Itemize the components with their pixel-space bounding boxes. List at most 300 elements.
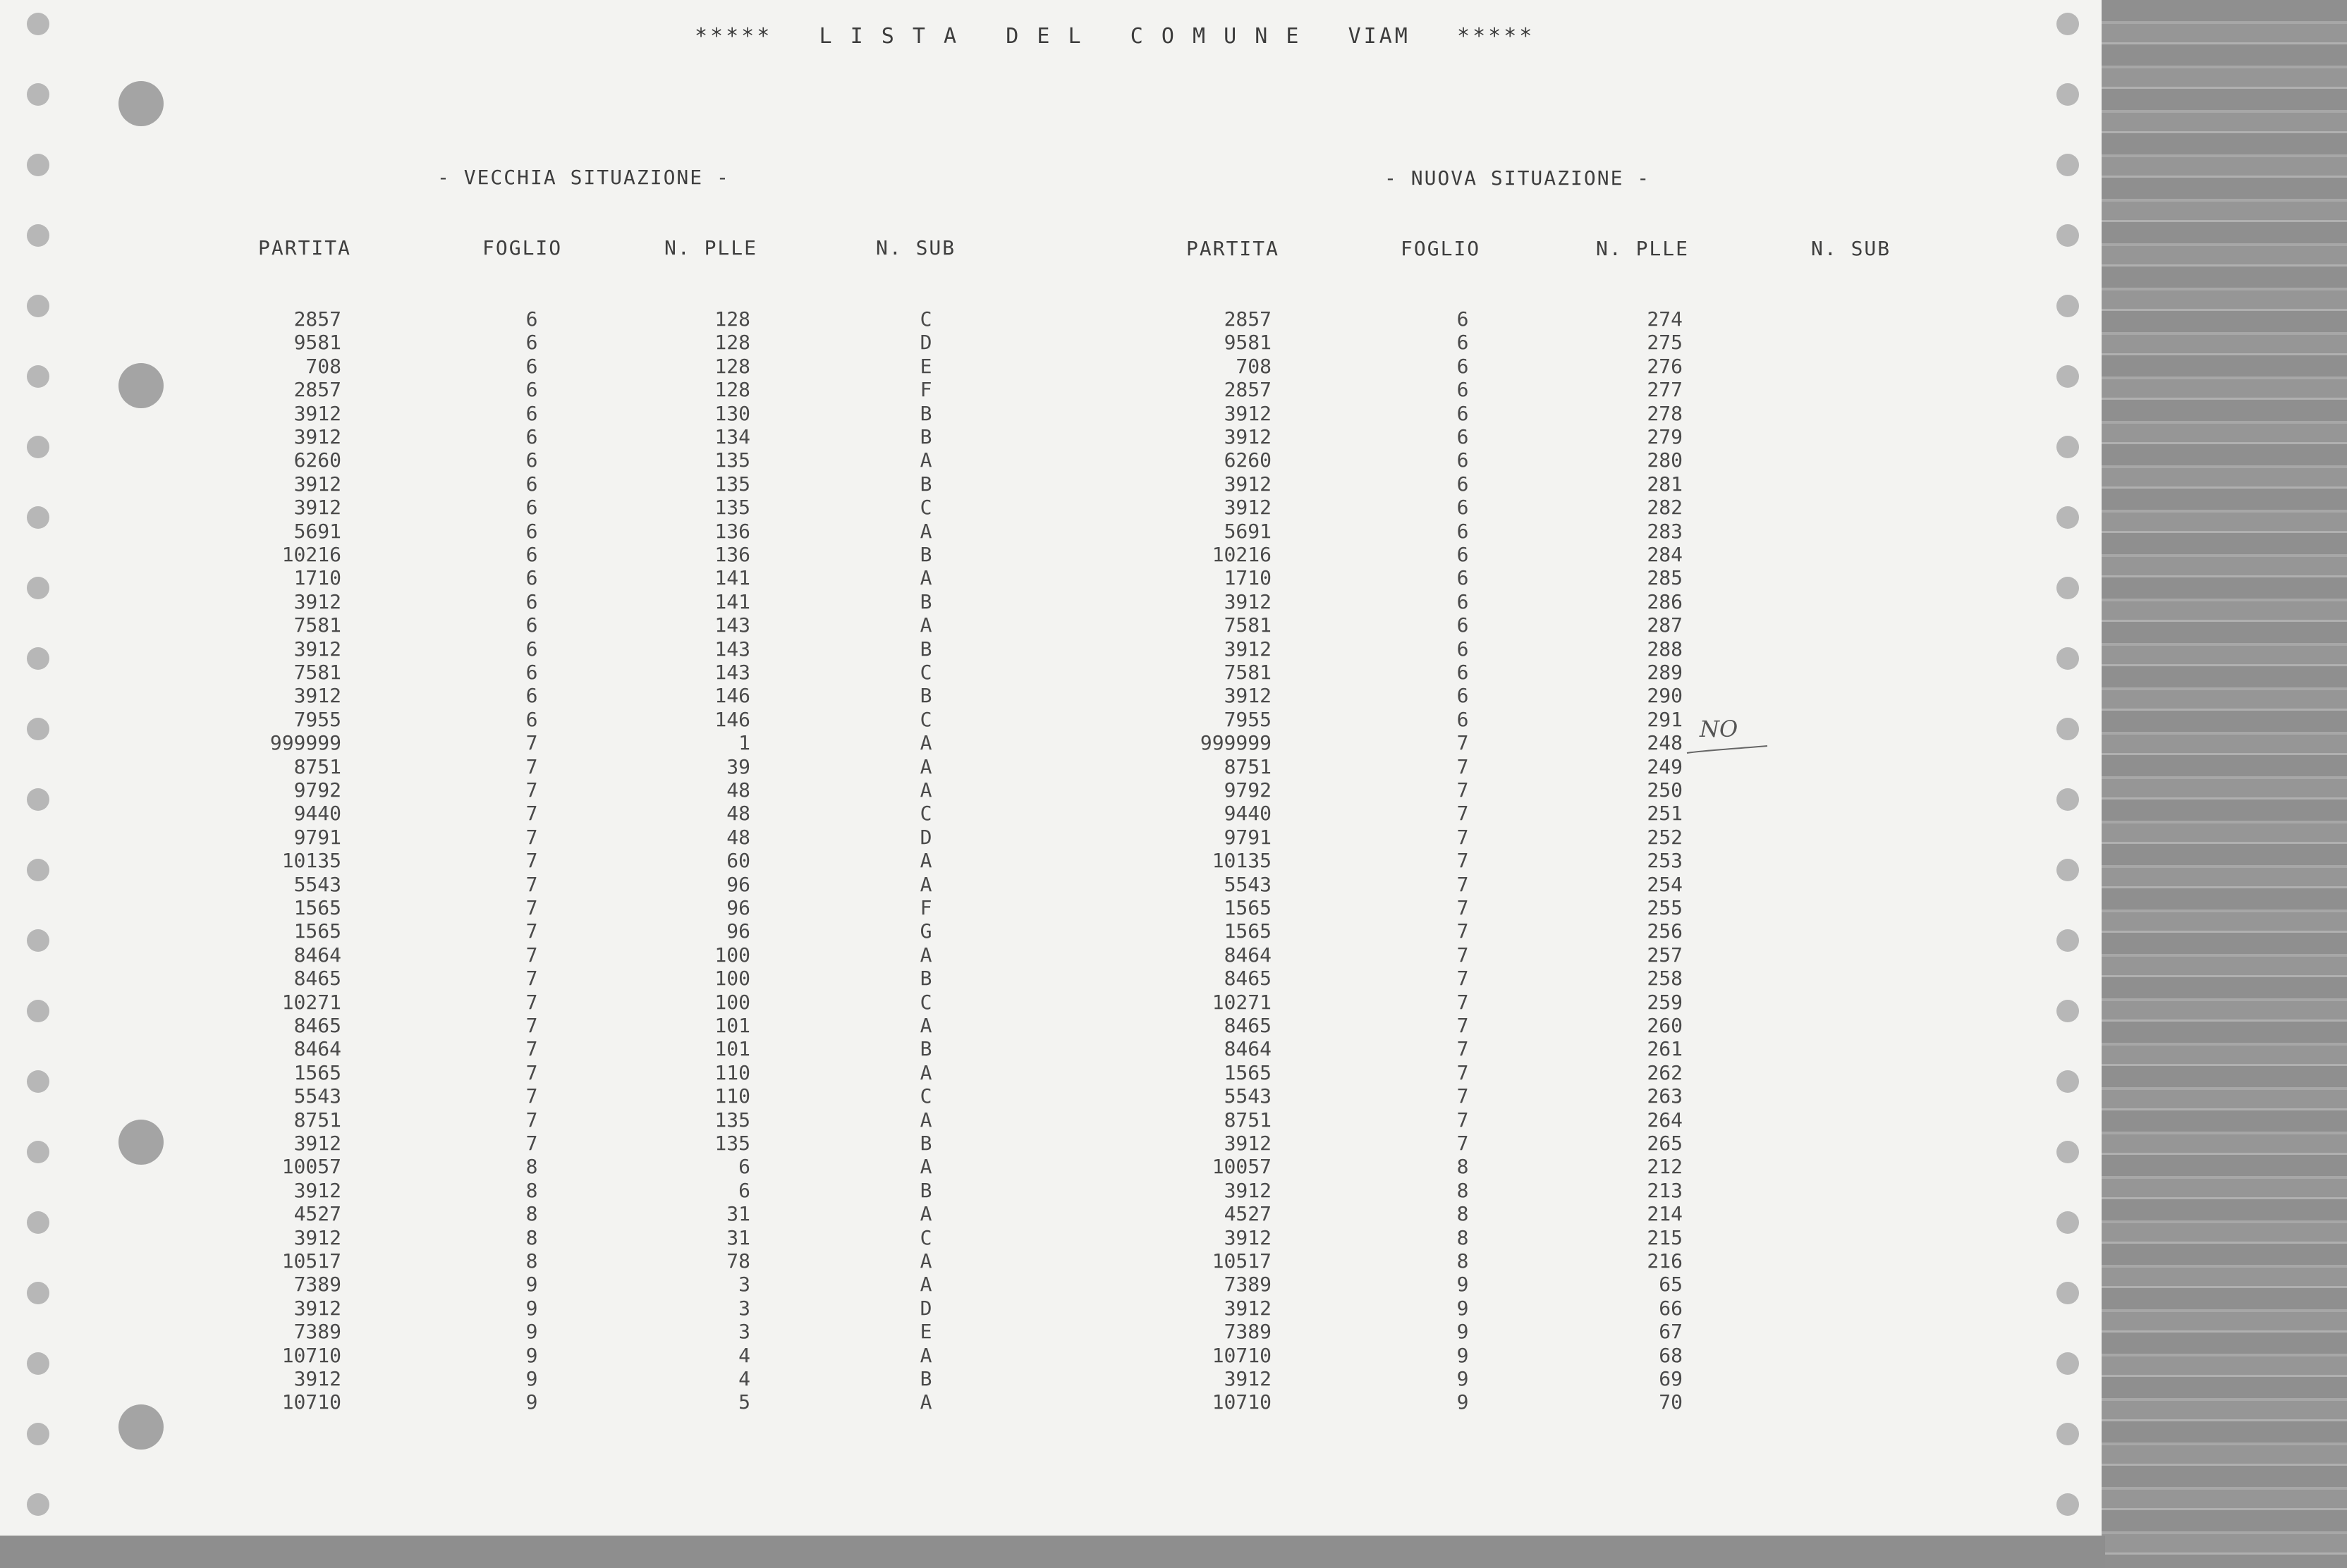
old-partita-cell: 10271 <box>281 990 341 1014</box>
new-plle-cell: 262 <box>1647 1060 1683 1084</box>
old-header-foglio: FOGLIO <box>482 236 563 259</box>
old-partita-cell: 3912 <box>293 1296 341 1320</box>
old-partita-cell: 3912 <box>293 496 341 520</box>
old-partita-cell: 8464 <box>293 943 341 967</box>
new-foglio-cell: 7 <box>1456 896 1469 919</box>
old-plle-cell: 135 <box>714 496 750 520</box>
table-row <box>0 307 2102 331</box>
old-foglio-cell: 6 <box>525 496 538 520</box>
new-partita-cell: 6260 <box>1224 448 1272 472</box>
new-partita-cell: 10057 <box>1212 1155 1272 1179</box>
old-plle-cell: 128 <box>714 378 750 402</box>
new-plle-cell: 67 <box>1659 1320 1683 1344</box>
new-plle-cell: 261 <box>1647 1037 1683 1061</box>
table-row <box>0 448 2102 472</box>
new-foglio-cell: 6 <box>1456 613 1469 637</box>
new-partita-cell: 708 <box>1236 354 1272 378</box>
new-partita-cell: 3912 <box>1224 1178 1272 1202</box>
new-plle-cell: 248 <box>1647 731 1683 755</box>
new-partita-cell: 10517 <box>1212 1249 1272 1273</box>
new-foglio-cell: 6 <box>1456 637 1469 661</box>
old-partita-cell: 8751 <box>293 754 341 778</box>
old-foglio-cell: 7 <box>525 802 538 826</box>
new-partita-cell: 3912 <box>1224 1132 1272 1155</box>
table-row <box>0 1202 2102 1225</box>
old-foglio-cell: 8 <box>525 1225 538 1249</box>
old-foglio-cell: 6 <box>525 543 538 566</box>
scanner-background <box>2102 0 2347 1568</box>
new-foglio-cell: 8 <box>1456 1178 1469 1202</box>
new-partita-cell: 3912 <box>1224 684 1272 708</box>
old-plle-cell: 6 <box>738 1155 750 1179</box>
old-foglio-cell: 9 <box>525 1296 538 1320</box>
old-foglio-cell: 9 <box>525 1343 538 1367</box>
old-foglio-cell: 7 <box>525 990 538 1014</box>
new-partita-cell: 3912 <box>1224 1367 1272 1390</box>
old-partita-cell: 5543 <box>293 1084 341 1108</box>
old-sub-cell: B <box>920 684 932 708</box>
old-plle-cell: 101 <box>714 1037 750 1061</box>
old-foglio-cell: 7 <box>525 872 538 896</box>
table-row <box>0 1132 2102 1155</box>
old-partita-cell: 3912 <box>293 472 341 496</box>
new-foglio-cell: 9 <box>1456 1320 1469 1344</box>
new-header-sub: N. SUB <box>1811 237 1891 260</box>
old-plle-cell: 110 <box>714 1084 750 1108</box>
table-row <box>0 1014 2102 1037</box>
old-partita-cell: 3912 <box>293 1367 341 1390</box>
old-plle-cell: 3 <box>738 1296 750 1320</box>
old-partita-cell: 3912 <box>293 1225 341 1249</box>
new-foglio-cell: 6 <box>1456 519 1469 543</box>
new-foglio-cell: 6 <box>1456 589 1469 613</box>
new-partita-cell: 1565 <box>1224 896 1272 919</box>
handwritten-underline <box>1685 740 1770 761</box>
table-row <box>0 708 2102 731</box>
table-row <box>0 943 2102 967</box>
new-partita-cell: 3912 <box>1224 589 1272 613</box>
old-plle-cell: 4 <box>738 1343 750 1367</box>
old-partita-cell: 999999 <box>269 731 341 755</box>
old-plle-cell: 146 <box>714 707 750 731</box>
old-sub-cell: A <box>920 613 932 637</box>
old-sub-cell: B <box>920 1132 932 1155</box>
new-partita-cell: 5543 <box>1224 1084 1272 1108</box>
new-plle-cell: 216 <box>1647 1249 1683 1273</box>
old-foglio-cell: 6 <box>525 401 538 425</box>
new-foglio-cell: 6 <box>1456 331 1469 355</box>
table-row <box>0 1249 2102 1273</box>
new-foglio-cell: 9 <box>1456 1273 1469 1297</box>
old-sub-cell: D <box>920 331 932 355</box>
old-sub-cell: F <box>920 378 932 402</box>
new-plle-cell: 254 <box>1647 872 1683 896</box>
table-row <box>0 613 2102 637</box>
old-foglio-cell: 7 <box>525 1084 538 1108</box>
old-partita-cell: 1565 <box>293 1060 341 1084</box>
old-foglio-cell: 7 <box>525 1037 538 1061</box>
old-plle-cell: 1 <box>738 731 750 755</box>
new-partita-cell: 7581 <box>1224 613 1272 637</box>
old-partita-cell: 10057 <box>281 1155 341 1179</box>
table-row <box>0 1320 2102 1343</box>
new-partita-cell: 3912 <box>1224 425 1272 448</box>
old-partita-cell: 3912 <box>293 1132 341 1155</box>
old-partita-cell: 2857 <box>293 307 341 331</box>
new-plle-cell: 253 <box>1647 849 1683 873</box>
new-plle-cell: 260 <box>1647 1014 1683 1037</box>
feed-hole <box>2056 154 2079 176</box>
old-sub-cell: C <box>920 496 932 520</box>
new-plle-cell: 259 <box>1647 990 1683 1014</box>
new-partita-cell: 10216 <box>1212 543 1272 566</box>
new-foglio-cell: 7 <box>1456 1060 1469 1084</box>
new-foglio-cell: 7 <box>1456 802 1469 826</box>
table-row <box>0 1084 2102 1108</box>
new-header-partita: PARTITA <box>1186 237 1280 260</box>
old-foglio-cell: 7 <box>525 896 538 919</box>
new-partita-cell: 10710 <box>1212 1390 1272 1414</box>
new-foglio-cell: 6 <box>1456 496 1469 520</box>
new-foglio-cell: 9 <box>1456 1343 1469 1367</box>
new-foglio-cell: 6 <box>1456 566 1469 590</box>
feed-hole <box>2056 1493 2079 1516</box>
feed-hole <box>2056 1423 2079 1445</box>
new-plle-cell: 275 <box>1647 331 1683 355</box>
new-plle-cell: 256 <box>1647 919 1683 943</box>
new-partita-cell: 4527 <box>1224 1202 1272 1226</box>
feed-hole <box>27 83 49 106</box>
old-partita-cell: 1565 <box>293 919 341 943</box>
new-plle-cell: 282 <box>1647 496 1683 520</box>
new-partita-cell: 9581 <box>1224 331 1272 355</box>
old-partita-cell: 8464 <box>293 1037 341 1061</box>
new-partita-cell: 2857 <box>1224 307 1272 331</box>
old-sub-cell: A <box>920 1273 932 1297</box>
new-foglio-cell: 9 <box>1456 1367 1469 1390</box>
old-partita-cell: 3912 <box>293 589 341 613</box>
new-plle-cell: 276 <box>1647 354 1683 378</box>
old-partita-cell: 5543 <box>293 872 341 896</box>
table-row <box>0 378 2102 401</box>
old-sub-cell: C <box>920 802 932 826</box>
table-row <box>0 896 2102 919</box>
old-partita-cell: 10710 <box>281 1390 341 1414</box>
old-foglio-cell: 7 <box>525 943 538 967</box>
new-plle-cell: 213 <box>1647 1178 1683 1202</box>
old-plle-cell: 128 <box>714 354 750 378</box>
old-sub-cell: D <box>920 825 932 849</box>
old-plle-cell: 135 <box>714 1108 750 1132</box>
new-partita-cell: 8464 <box>1224 1037 1272 1061</box>
old-plle-cell: 78 <box>726 1249 750 1273</box>
new-foglio-cell: 6 <box>1456 684 1469 708</box>
old-foglio-cell: 9 <box>525 1367 538 1390</box>
scanner-bottom-edge <box>0 1536 2105 1568</box>
new-foglio-cell: 7 <box>1456 1132 1469 1155</box>
old-plle-cell: 6 <box>738 1178 750 1202</box>
feed-hole <box>27 154 49 176</box>
old-foglio-cell: 6 <box>525 684 538 708</box>
old-partita-cell: 3912 <box>293 1178 341 1202</box>
new-foglio-cell: 6 <box>1456 472 1469 496</box>
table-row <box>0 1037 2102 1060</box>
old-foglio-cell: 6 <box>525 707 538 731</box>
old-partita-cell: 9581 <box>293 331 341 355</box>
new-plle-cell: 291 <box>1647 707 1683 731</box>
old-partita-cell: 8465 <box>293 1014 341 1037</box>
new-plle-cell: 68 <box>1659 1343 1683 1367</box>
new-plle-cell: 283 <box>1647 519 1683 543</box>
old-plle-cell: 135 <box>714 472 750 496</box>
new-partita-cell: 3912 <box>1224 637 1272 661</box>
new-foglio-cell: 6 <box>1456 661 1469 684</box>
old-foglio-cell: 9 <box>525 1320 538 1344</box>
new-plle-cell: 66 <box>1659 1296 1683 1320</box>
new-partita-cell: 3912 <box>1224 472 1272 496</box>
old-sub-cell: A <box>920 1249 932 1273</box>
old-plle-cell: 101 <box>714 1014 750 1037</box>
table-row <box>0 1273 2102 1296</box>
new-foglio-cell: 6 <box>1456 543 1469 566</box>
old-foglio-cell: 7 <box>525 1132 538 1155</box>
old-foglio-cell: 6 <box>525 637 538 661</box>
old-foglio-cell: 8 <box>525 1202 538 1226</box>
new-partita-cell: 1565 <box>1224 919 1272 943</box>
new-plle-cell: 285 <box>1647 566 1683 590</box>
table-row <box>0 1155 2102 1178</box>
new-plle-cell: 215 <box>1647 1225 1683 1249</box>
new-partita-cell: 9792 <box>1224 778 1272 802</box>
old-foglio-cell: 7 <box>525 731 538 755</box>
old-sub-cell: B <box>920 967 932 991</box>
new-plle-cell: 280 <box>1647 448 1683 472</box>
new-plle-cell: 65 <box>1659 1273 1683 1297</box>
new-partita-cell: 3912 <box>1224 1296 1272 1320</box>
new-foglio-cell: 7 <box>1456 1014 1469 1037</box>
new-plle-cell: 288 <box>1647 637 1683 661</box>
old-foglio-cell: 6 <box>525 307 538 331</box>
old-sub-cell: C <box>920 1225 932 1249</box>
new-partita-cell: 7389 <box>1224 1320 1272 1344</box>
table-row <box>0 1390 2102 1414</box>
old-sub-cell: C <box>920 990 932 1014</box>
old-foglio-cell: 6 <box>525 378 538 402</box>
old-foglio-cell: 9 <box>525 1273 538 1297</box>
new-plle-cell: 286 <box>1647 589 1683 613</box>
old-plle-cell: 143 <box>714 613 750 637</box>
old-sub-cell: B <box>920 589 932 613</box>
feed-hole <box>27 224 49 247</box>
old-sub-cell: B <box>920 1178 932 1202</box>
table-row <box>0 1367 2102 1390</box>
table-row <box>0 566 2102 589</box>
old-plle-cell: 31 <box>726 1202 750 1226</box>
new-plle-cell: 290 <box>1647 684 1683 708</box>
old-foglio-cell: 7 <box>525 825 538 849</box>
old-partita-cell: 6260 <box>293 448 341 472</box>
new-plle-cell: 251 <box>1647 802 1683 826</box>
table-row <box>0 778 2102 802</box>
old-partita-cell: 9791 <box>293 825 341 849</box>
new-foglio-cell: 7 <box>1456 849 1469 873</box>
new-header-foglio: FOGLIO <box>1401 237 1481 260</box>
table-row <box>0 637 2102 661</box>
old-plle-cell: 48 <box>726 802 750 826</box>
old-sub-cell: B <box>920 543 932 566</box>
feed-hole <box>27 1493 49 1516</box>
new-foglio-cell: 6 <box>1456 707 1469 731</box>
old-sub-cell: A <box>920 1060 932 1084</box>
new-foglio-cell: 9 <box>1456 1296 1469 1320</box>
old-foglio-cell: 6 <box>525 354 538 378</box>
old-plle-cell: 100 <box>714 990 750 1014</box>
new-partita-cell: 10271 <box>1212 990 1272 1014</box>
old-plle-cell: 110 <box>714 1060 750 1084</box>
old-sub-cell: B <box>920 637 932 661</box>
new-plle-cell: 284 <box>1647 543 1683 566</box>
old-foglio-cell: 7 <box>525 1014 538 1037</box>
old-sub-cell: A <box>920 849 932 873</box>
new-foglio-cell: 7 <box>1456 778 1469 802</box>
old-foglio-cell: 7 <box>525 919 538 943</box>
old-foglio-cell: 8 <box>525 1155 538 1179</box>
new-partita-cell: 5691 <box>1224 519 1272 543</box>
old-foglio-cell: 7 <box>525 1060 538 1084</box>
old-plle-cell: 48 <box>726 778 750 802</box>
old-sub-cell: B <box>920 472 932 496</box>
old-plle-cell: 4 <box>738 1367 750 1390</box>
old-partita-cell: 5691 <box>293 519 341 543</box>
old-sub-cell: C <box>920 661 932 684</box>
new-header-plle: N. PLLE <box>1596 237 1690 260</box>
old-plle-cell: 60 <box>726 849 750 873</box>
old-foglio-cell: 7 <box>525 849 538 873</box>
new-foglio-cell: 7 <box>1456 919 1469 943</box>
old-partita-cell: 7581 <box>293 661 341 684</box>
table-row <box>0 967 2102 990</box>
old-foglio-cell: 6 <box>525 566 538 590</box>
old-foglio-cell: 7 <box>525 754 538 778</box>
feed-hole <box>2056 83 2079 106</box>
new-section-title: - NUOVA SITUAZIONE - <box>1384 166 1651 190</box>
new-partita-cell: 7955 <box>1224 707 1272 731</box>
feed-hole <box>27 1423 49 1445</box>
old-sub-cell: A <box>920 754 932 778</box>
old-sub-cell: E <box>920 354 932 378</box>
old-partita-cell: 8465 <box>293 967 341 991</box>
old-sub-cell: C <box>920 1084 932 1108</box>
old-foglio-cell: 6 <box>525 613 538 637</box>
new-foglio-cell: 7 <box>1456 754 1469 778</box>
new-plle-cell: 70 <box>1659 1390 1683 1414</box>
new-plle-cell: 249 <box>1647 754 1683 778</box>
old-header-plle: N. PLLE <box>664 236 758 259</box>
table-row <box>0 731 2102 754</box>
old-sub-cell: B <box>920 1037 932 1061</box>
new-plle-cell: 274 <box>1647 307 1683 331</box>
old-sub-cell: B <box>920 425 932 448</box>
old-sub-cell: A <box>920 943 932 967</box>
old-plle-cell: 5 <box>738 1390 750 1414</box>
new-plle-cell: 257 <box>1647 943 1683 967</box>
old-foglio-cell: 9 <box>525 1390 538 1414</box>
new-foglio-cell: 7 <box>1456 1037 1469 1061</box>
old-foglio-cell: 6 <box>525 589 538 613</box>
old-sub-cell: B <box>920 1367 932 1390</box>
new-foglio-cell: 7 <box>1456 731 1469 755</box>
old-sub-cell: A <box>920 1108 932 1132</box>
table-row <box>0 849 2102 872</box>
old-foglio-cell: 6 <box>525 448 538 472</box>
old-foglio-cell: 7 <box>525 1108 538 1132</box>
old-sub-cell: A <box>920 731 932 755</box>
table-row <box>0 1344 2102 1367</box>
old-partita-cell: 1565 <box>293 896 341 919</box>
new-foglio-cell: 7 <box>1456 967 1469 991</box>
old-sub-cell: A <box>920 1155 932 1179</box>
new-plle-cell: 265 <box>1647 1132 1683 1155</box>
new-foglio-cell: 7 <box>1456 825 1469 849</box>
new-plle-cell: 252 <box>1647 825 1683 849</box>
table-row <box>0 402 2102 425</box>
old-plle-cell: 96 <box>726 896 750 919</box>
new-plle-cell: 69 <box>1659 1367 1683 1390</box>
handwritten-note: NO <box>1700 716 1738 742</box>
old-partita-cell: 3912 <box>293 401 341 425</box>
new-partita-cell: 2857 <box>1224 378 1272 402</box>
table-row <box>0 496 2102 519</box>
old-sub-cell: A <box>920 566 932 590</box>
new-foglio-cell: 6 <box>1456 354 1469 378</box>
new-partita-cell: 3912 <box>1224 401 1272 425</box>
page-title: ***** L I S T A D E L C O M U N E VIAM ***** <box>695 24 1535 49</box>
old-partita-cell: 1710 <box>293 566 341 590</box>
old-partita-cell: 7389 <box>293 1320 341 1344</box>
old-sub-cell: A <box>920 519 932 543</box>
new-partita-cell: 1565 <box>1224 1060 1272 1084</box>
old-plle-cell: 135 <box>714 1132 750 1155</box>
table-row <box>0 661 2102 684</box>
old-plle-cell: 96 <box>726 919 750 943</box>
new-plle-cell: 287 <box>1647 613 1683 637</box>
old-partita-cell: 10216 <box>281 543 341 566</box>
old-plle-cell: 141 <box>714 589 750 613</box>
old-plle-cell: 143 <box>714 661 750 684</box>
old-partita-cell: 708 <box>305 354 341 378</box>
old-partita-cell: 4527 <box>293 1202 341 1226</box>
new-foglio-cell: 8 <box>1456 1225 1469 1249</box>
old-foglio-cell: 7 <box>525 967 538 991</box>
new-foglio-cell: 6 <box>1456 425 1469 448</box>
old-partita-cell: 3912 <box>293 684 341 708</box>
new-plle-cell: 277 <box>1647 378 1683 402</box>
table-row <box>0 826 2102 849</box>
new-plle-cell: 255 <box>1647 896 1683 919</box>
table-row <box>0 331 2102 354</box>
old-plle-cell: 31 <box>726 1225 750 1249</box>
new-partita-cell: 10135 <box>1212 849 1272 873</box>
old-sub-cell: A <box>920 1390 932 1414</box>
old-foglio-cell: 6 <box>525 519 538 543</box>
new-plle-cell: 289 <box>1647 661 1683 684</box>
old-partita-cell: 10710 <box>281 1343 341 1367</box>
new-partita-cell: 10710 <box>1212 1343 1272 1367</box>
old-sub-cell: A <box>920 1202 932 1226</box>
table-row <box>0 1061 2102 1084</box>
old-plle-cell: 3 <box>738 1320 750 1344</box>
table-row <box>0 1297 2102 1320</box>
